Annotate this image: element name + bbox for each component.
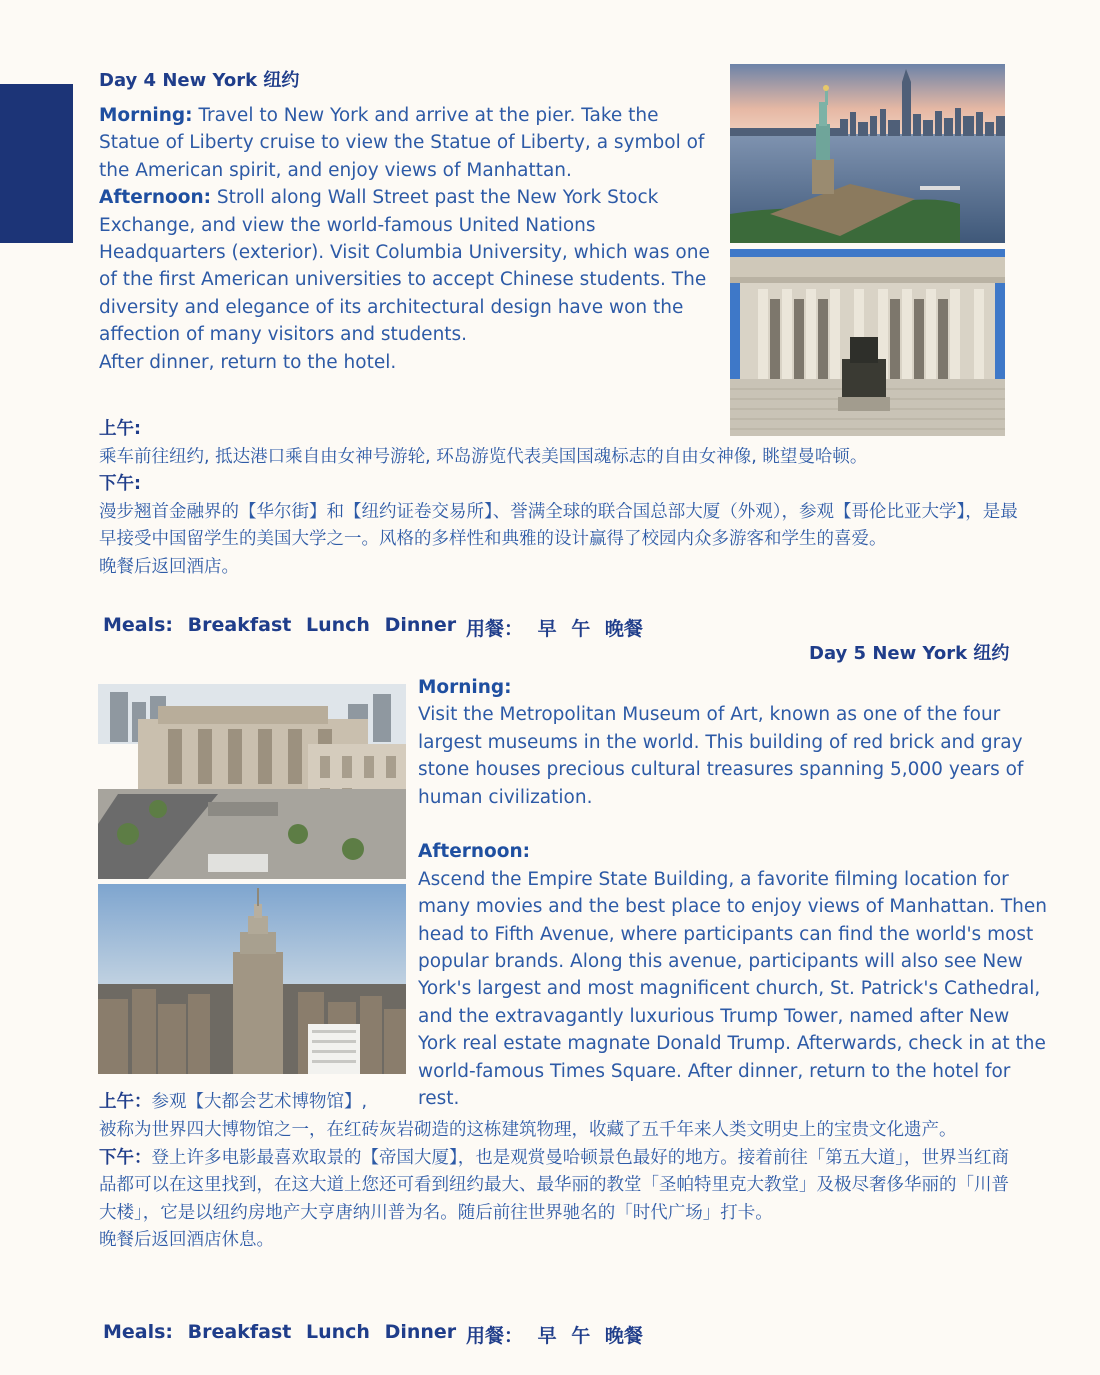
day4-meals-cn-label: 用餐： bbox=[466, 618, 524, 640]
day5-cn-morning-header bbox=[99, 1089, 419, 1117]
day4-meal-cn-dinner: 晚餐 bbox=[604, 618, 643, 640]
day4-cn-evening-text: 晚餐后返回酒店。 bbox=[99, 556, 239, 577]
day4-cn-afternoon-text: 漫步翘首金融界的【华尔街】和【纽约证卷交易所】、誉满全球的联合国总部大厦（外观），参观【哥伦比亚大学】，是最早接受中国留学生的美国大学之一。风格的多样性和典雅的设计赢得了校园内众多游客和学生的喜爱。 bbox=[99, 501, 1018, 549]
columbia-university-photo bbox=[730, 249, 1005, 436]
day4-cn-afternoon-label: 下午: bbox=[99, 474, 141, 494]
day4-chinese-itinerary bbox=[99, 416, 1029, 581]
day4-meal-dinner: Dinner bbox=[384, 614, 457, 636]
day5-afternoon-text: Ascend the Empire State Building, a favorite filming location for many movies and the best place to enjoy views of Manhattan. Then head to Fifth Avenue, where participants can find the world's most popular brands. Along this avenue, participants will also see New York's largest and most magnificent church, St. Patrick's Cathedral, and the extravagantly luxurious Trump Tower, named after New York real estate magnate Donald Trump. Afterwards, check in at the world-famous Times Square. After dinner, return to the hotel for rest. bbox=[418, 868, 1047, 1110]
day4-morning-text: Travel to New York and arrive at the pier. Take the Statue of Liberty cruise to view the Statue of Liberty, a symbol of the American spirit, and enjoy views of Manhattan. bbox=[99, 105, 705, 181]
day5-meal-cn-lunch: 午 bbox=[571, 1325, 591, 1347]
metropolitan-museum-photo bbox=[98, 684, 406, 879]
day5-meal-cn-dinner: 晚餐 bbox=[604, 1325, 643, 1347]
day4-meal-breakfast: Breakfast bbox=[187, 614, 292, 636]
day4-afternoon-text: Stroll along Wall Street past the New York Stock Exchange, and view the world-famous United Nations Headquarters (exterior). Visit Columbia University, which was one of the first American universities to accept Chinese students. The diversity and elegance of its architectural design have won the affection of many visitors and students. bbox=[99, 187, 710, 346]
day5-cn-afternoon-label: 下午： bbox=[99, 1147, 152, 1168]
day5-meals-cn-label: 用餐： bbox=[466, 1325, 524, 1347]
day5-cn-morning-label: 上午： bbox=[99, 1092, 152, 1112]
day5-meal-cn-breakfast: 早 bbox=[537, 1325, 557, 1347]
day5-morning-text: Visit the Metropolitan Museum of Art, known as one of the four largest museums in the world. This building of red brick and gray stone houses precious cultural treasures spanning 5,000 years of human civilization. bbox=[418, 704, 1024, 808]
statue-of-liberty-photo bbox=[730, 64, 1005, 243]
empire-state-building-photo bbox=[98, 884, 406, 1074]
day4-meals-cn bbox=[466, 614, 651, 641]
day4-evening-text: After dinner, return to the hotel. bbox=[99, 351, 397, 373]
day4-afternoon-label: Afternoon: bbox=[99, 187, 212, 209]
day5-meals-label: Meals: bbox=[103, 1321, 174, 1343]
day5-morning-label: Morning: bbox=[418, 677, 512, 698]
day4-cn-morning-label: 上午: bbox=[99, 419, 141, 439]
day4-meals bbox=[103, 614, 464, 636]
day4-meal-cn-lunch: 午 bbox=[571, 618, 591, 640]
day5-meal-lunch: Lunch bbox=[305, 1321, 370, 1343]
day4-afternoon-paragraph bbox=[99, 184, 719, 348]
day5-meal-breakfast: Breakfast bbox=[187, 1321, 292, 1343]
day5-cn-morning-text: 被称为世界四大博物馆之一，在红砖灰岩砌造的这栋建筑物理，收藏了五千年来人类文明史上的宝贵文化遗产。 bbox=[99, 1120, 957, 1140]
day5-afternoon-label: Afternoon: bbox=[418, 841, 531, 863]
day5-meals bbox=[103, 1321, 464, 1343]
day5-cn-evening-text: 晚餐后返回酒店休息。 bbox=[99, 1230, 274, 1250]
day5-cn-morning-lead: 参观【大都会艺术博物馆】, bbox=[151, 1092, 368, 1112]
day5-title: Day 5 New York 纽约 bbox=[809, 643, 1010, 664]
day4-morning-label: Morning: bbox=[99, 105, 193, 126]
side-accent-bar bbox=[0, 84, 73, 243]
day5-spacer bbox=[418, 811, 1048, 838]
day4-cn-morning-text: 乘车前往纽约, 抵达港口乘自由女神号游轮, 环岛游览代表美国国魂标志的自由女神像, 眺望曼哈顿。 bbox=[99, 446, 868, 467]
day4-meal-lunch: Lunch bbox=[305, 614, 370, 636]
day4-title: Day 4 New York 纽约 bbox=[99, 70, 300, 91]
day5-meals-cn bbox=[466, 1321, 651, 1348]
day5-chinese-itinerary bbox=[99, 1117, 1024, 1255]
day4-english-itinerary bbox=[99, 102, 719, 376]
day4-meals-label: Meals: bbox=[103, 614, 174, 636]
day4-morning-paragraph bbox=[99, 102, 719, 184]
day5-english-itinerary bbox=[418, 674, 1048, 1112]
day5-cn-afternoon-text: 登上许多电影最喜欢取景的【帝国大厦】，也是观赏曼哈顿景色最好的地方。接着前往「第五大道」，世界当红商品都可以在这里找到，在这大道上您还可看到纽约最大、最华丽的教堂「圣帕特里克大教堂」及极尽奢侈华丽的「川普大楼」，它是以纽约房地产大亨唐纳川普为名。随后前往世界驰名的「时代广场」打卡。 bbox=[99, 1147, 1009, 1223]
day4-meal-cn-breakfast: 早 bbox=[537, 618, 557, 640]
day5-meal-dinner: Dinner bbox=[384, 1321, 457, 1343]
